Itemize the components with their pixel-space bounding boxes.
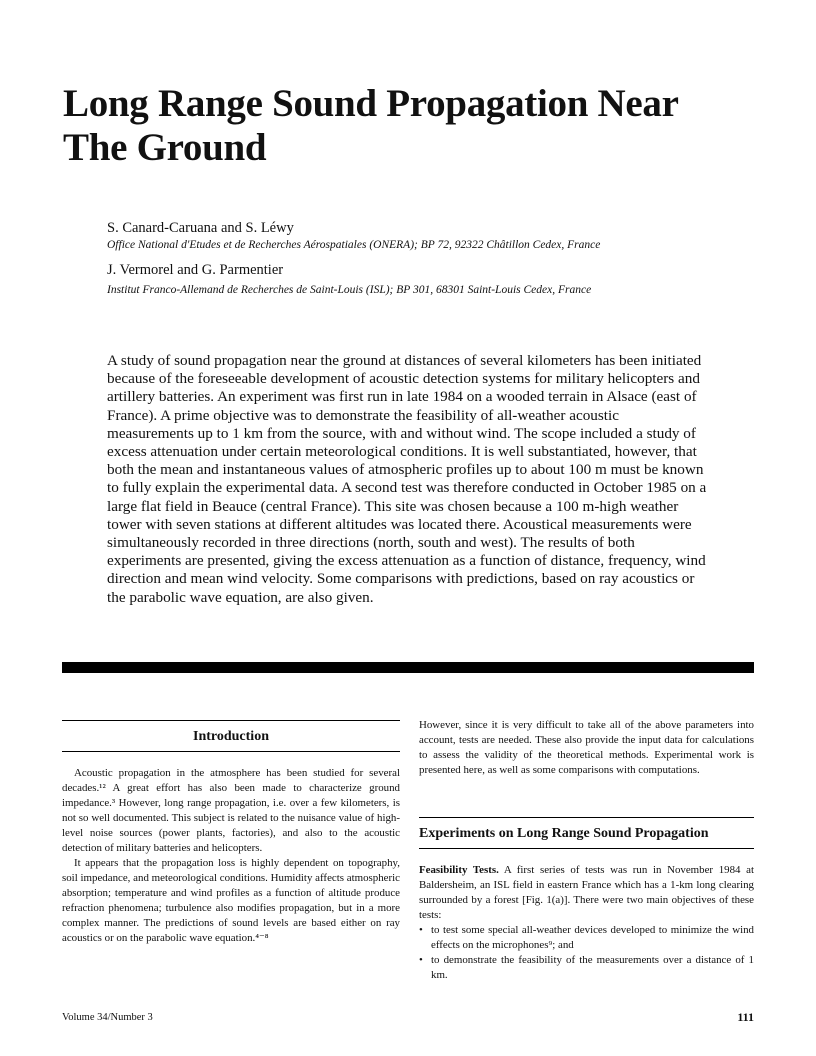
journal-volume: Volume 34/Number 3 bbox=[62, 1012, 153, 1023]
section-divider-bar bbox=[62, 662, 754, 673]
intro-bottom-rule bbox=[62, 751, 400, 752]
intro-top-rule bbox=[62, 720, 400, 721]
feasibility-paragraph bbox=[419, 863, 754, 923]
experiments-heading: Experiments on Long Range Sound Propagation bbox=[419, 826, 709, 841]
intro-paragraph-2: It appears that the propagation loss is highly dependent on topography, soil impedance, and meteorological conditions. Humidity affects atmospheric absorption; temperature and wind profiles as a function of altitude produce refraction phenomena; turbulence also modifies propagation, but in a more complex manner. The predictions of sound levels are based either on ray acoustics or on the parabolic wave equation.⁴⁻⁸ bbox=[62, 857, 400, 944]
page-number: 111 bbox=[737, 1010, 754, 1024]
feasibility-section bbox=[419, 863, 754, 983]
right-column-continuation bbox=[419, 718, 754, 778]
author-affiliation-1: Office National d'Etudes et de Recherches Aérospatiales (ONERA); BP 72, 92322 Châtillon Cedex, France bbox=[107, 239, 601, 251]
title-line-2: The Ground bbox=[63, 126, 267, 169]
feasibility-runin-heading: Feasibility Tests. bbox=[419, 864, 499, 876]
abstract: A study of sound propagation near the ground at distances of several kilometers has been initiated because of the foreseeable development of acoustic detection systems for military helicopters and artillery batteries. An experiment was first run in late 1984 on a wooded terrain in Alsace (east of France). A prime objective was to demonstrate the feasibility of all-weather acoustic measurements up to 1 km from the source, with and without wind. The scope included a study of excess attenuation under certain meteorological conditions. It is well substantiated, however, that both the mean and instantaneous values of atmospheric profiles up to about 100 m must be known to fully explain the experimental data. A second test was therefore conducted in October 1985 on a large flat field in Beauce (central France). This site was chosen because a 100 m-high weather tower with seven stations at different altitudes was located there. Acoustical measurements were simultaneously recorded in three directions (north, south and west). The results of both experiments are presented, giving the excess attenuation as a function of distance, frequency, wind direction and mean wind velocity. Some comparisons with predictions, based on ray acoustics or the parabolic wave equation, are also given. bbox=[107, 352, 707, 606]
objective-item-2: • to demonstrate the feasibility of the measurements over a distance of 1 km. bbox=[419, 953, 754, 983]
title-line-1: Long Range Sound Propagation Near bbox=[63, 82, 679, 125]
author-affiliation-2: Institut Franco-Allemand de Recherches de Saint-Louis (ISL); BP 301, 68301 Saint-Louis Cedex, France bbox=[107, 284, 592, 296]
intro-heading: Introduction bbox=[193, 729, 269, 744]
intro-body bbox=[62, 766, 400, 946]
author-names-1: S. Canard-Caruana and S. Léwy bbox=[107, 220, 294, 236]
objectives-list bbox=[419, 923, 754, 983]
article-title bbox=[63, 82, 763, 170]
intro-paragraph-1: Acoustic propagation in the atmosphere has been studied for several decades.¹² A great effort has also been made to characterize ground impedance.³ However, long range propagation, i.e. over a few kilometers, is not so well documented. This subject is related to the nuisance value of high-level noise sources (power plants, factories), and also to the acoustic detection of military batteries and helicopters. bbox=[62, 767, 400, 854]
objective-item-1: • to test some special all-weather devices developed to minimize the wind effects on the microphones⁹; and bbox=[419, 923, 754, 953]
experiments-bottom-rule bbox=[419, 848, 754, 849]
feasibility-text: A first series of tests was run in November 1984 at Baldersheim, an ISL field in eastern France which has a 1-km long clearing surrounded by a forest [Fig. 1(a)]. There were two main objectives of these tests: bbox=[419, 864, 755, 921]
continuation-paragraph: However, since it is very difficult to take all of the above parameters into account, tests are needed. These also provide the input data for calculations to assess the validity of the theoretical methods. Experimental work is presented here, as well as some comparisons with computations. bbox=[419, 719, 754, 776]
experiments-top-rule bbox=[419, 817, 754, 818]
author-names-2: J. Vermorel and G. Parmentier bbox=[107, 262, 284, 278]
